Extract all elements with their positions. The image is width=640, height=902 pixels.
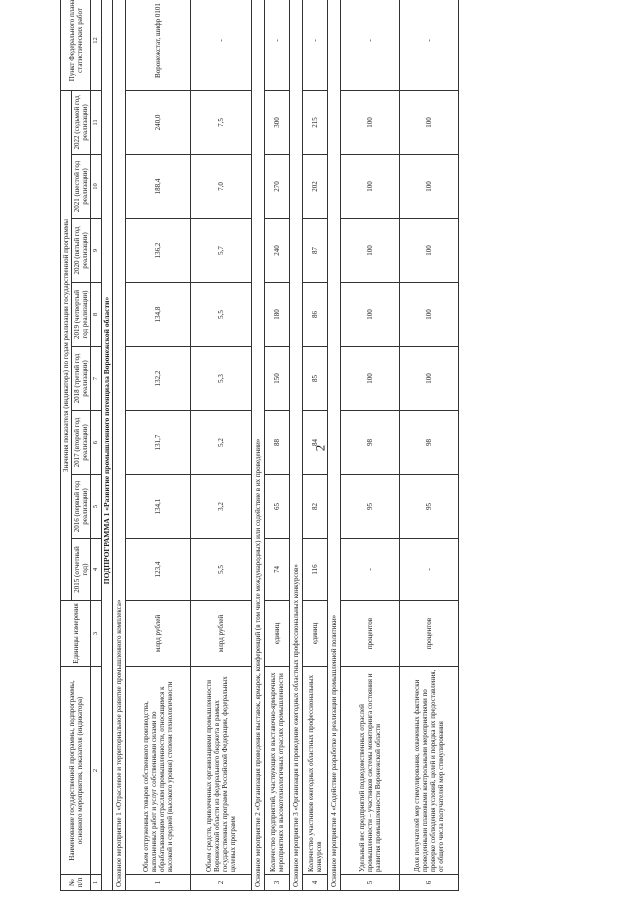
value-cell: 136,2 [126, 219, 191, 283]
header-values-group: Значения показателя (индикатора) по годам реализации государственной программы [61, 91, 72, 601]
value-cell: 87 [303, 219, 328, 283]
value-cell: 65 [265, 475, 290, 539]
header-year: 2019 (четвертый год реализации) [72, 283, 91, 347]
table-row [400, 0, 459, 891]
unit-cell: процентов [400, 601, 459, 667]
header-year: 2022 (седьмой год реализации) [72, 91, 91, 155]
value-cell: 188,4 [126, 155, 191, 219]
section-title: Основное мероприятие 2 «Организация проведения выставок, ярмарок, конференций (в том числе международных) или содействие в их проведении» [252, 0, 265, 891]
col-number: 5 [91, 475, 101, 539]
subprogram-title: ПОДПРОГРАММА 1 «Развитие промышленного потенциала Воронежской области» [101, 0, 113, 891]
value-cell: 134,8 [126, 283, 191, 347]
indicator-table-rotated [60, 0, 580, 891]
indicator-name: Удельный вес предприятий подведомственных отраслей промышленности – участников системы мониторинга состояния и развития промышленности Воронежской области [341, 667, 400, 875]
section-title: Основное мероприятие 3 «Организация и проведение ежегодных областных профессиональных конкурсов» [290, 0, 303, 891]
header-year: 2017 (второй год реализации) [72, 411, 91, 475]
col-number: 3 [91, 601, 101, 667]
col-number: 10 [91, 155, 101, 219]
value-cell: 5,2 [191, 411, 252, 475]
value-cell: 215 [303, 91, 328, 155]
header-unit: Единицы измерения [61, 601, 91, 667]
header-num: № п/п [61, 875, 91, 891]
row-number: 4 [303, 875, 328, 891]
value-cell: 100 [341, 283, 400, 347]
value-cell: 100 [400, 219, 459, 283]
value-cell: 7,0 [191, 155, 252, 219]
table-row [303, 0, 328, 891]
col-number: 7 [91, 347, 101, 411]
value-cell: 5,5 [191, 539, 252, 601]
row-number: 1 [126, 875, 191, 891]
column-number-row [91, 0, 101, 891]
section-title: Основное мероприятие 1 «Отраслевое и территориальное развитие промышленного комплекса» [113, 0, 126, 891]
value-cell: 86 [303, 283, 328, 347]
header-name: Наименование государственной программы, подпрограммы, основного мероприятия, показателя (индикатора) [61, 667, 91, 875]
col-number: 9 [91, 219, 101, 283]
indicator-name: Объем средств, привлеченных организациями промышленности Воронежской области из федерального бюджета в рамках государственных программ Российской Федерации, федеральных целевых программ [191, 667, 252, 875]
col-number: 8 [91, 283, 101, 347]
value-cell: 7,5 [191, 91, 252, 155]
value-cell: 84 [303, 411, 328, 475]
header-year: 2021 (шестой год реализации) [72, 155, 91, 219]
row-number: 5 [341, 875, 400, 891]
value-cell: 82 [303, 475, 328, 539]
col-number: 6 [91, 411, 101, 475]
value-cell: 240,0 [126, 91, 191, 155]
value-cell: 95 [341, 475, 400, 539]
table-row [191, 0, 252, 891]
indicator-name: Количество участников ежегодных областных профессиональных конкурсов [303, 667, 328, 875]
value-cell: 100 [400, 155, 459, 219]
value-cell: 5,7 [191, 219, 252, 283]
value-cell: 85 [303, 347, 328, 411]
source-cell: - [265, 0, 290, 91]
header-source: Пункт Федерального плана статистических работ [61, 0, 91, 91]
source-cell: - [191, 0, 252, 91]
value-cell: 100 [400, 91, 459, 155]
indicator-name: Доля получателей мер стимулирования, охваченных фактически проведенными плановыми контрольными мероприятиями по проверке соблюдения условий, целей и порядка их предоставления, от общего числа получателей мер стимулирования [400, 667, 459, 875]
header-year: 2020 (пятый год реализации) [72, 219, 91, 283]
row-number: 2 [191, 875, 252, 891]
value-cell: 131,7 [126, 411, 191, 475]
table-row [341, 0, 400, 891]
indicator-name: Объем отгруженных товаров собственного производства, выполненных работ и услуг собственными силами по обрабатывающим отраслям промышленности, относящимся к высокой и средней (высокого уровня) степени технологичности [126, 667, 191, 875]
section-row [113, 0, 126, 891]
table-row [265, 0, 290, 891]
source-cell: - [400, 0, 459, 91]
value-cell: 123,4 [126, 539, 191, 601]
value-cell: 100 [400, 283, 459, 347]
section-row [290, 0, 303, 891]
value-cell: - [400, 539, 459, 601]
section-title: Основное мероприятие 4 «Содействие разработке и реализации промышленной политики» [328, 0, 341, 891]
value-cell: 95 [400, 475, 459, 539]
col-number: 1 [91, 875, 101, 891]
subprogram-row [101, 0, 113, 891]
value-cell: 74 [265, 539, 290, 601]
value-cell: 240 [265, 219, 290, 283]
page-number: 2 [312, 444, 327, 452]
value-cell: - [341, 539, 400, 601]
value-cell: 100 [341, 347, 400, 411]
indicator-name: Количество предприятий, участвующих в выставочно-ярмарочных мероприятиях в высокотехнологичных отраслях промышленности [265, 667, 290, 875]
row-number: 3 [265, 875, 290, 891]
source-cell: - [341, 0, 400, 91]
value-cell: 98 [341, 411, 400, 475]
value-cell: 100 [341, 155, 400, 219]
unit-cell: единиц [303, 601, 328, 667]
col-number: 12 [91, 0, 101, 91]
section-row [328, 0, 341, 891]
col-number: 2 [91, 667, 101, 875]
section-row [252, 0, 265, 891]
value-cell: 270 [265, 155, 290, 219]
value-cell: 202 [303, 155, 328, 219]
unit-cell: процентов [341, 601, 400, 667]
value-cell: 88 [265, 411, 290, 475]
source-cell: - [303, 0, 328, 91]
unit-cell: млрд рублей [191, 601, 252, 667]
value-cell: 5,3 [191, 347, 252, 411]
unit-cell: единиц [265, 601, 290, 667]
table-row [126, 0, 191, 891]
unit-cell: млрд рублей [126, 601, 191, 667]
header-year: 2015 (отчетный год) [72, 539, 91, 601]
value-cell: 132,2 [126, 347, 191, 411]
col-number: 4 [91, 539, 101, 601]
value-cell: 116 [303, 539, 328, 601]
indicator-table [60, 0, 459, 891]
value-cell: 3,2 [191, 475, 252, 539]
row-number: 6 [400, 875, 459, 891]
value-cell: 5,5 [191, 283, 252, 347]
value-cell: 98 [400, 411, 459, 475]
header-year: 2018 (третий год реализации) [72, 347, 91, 411]
value-cell: 180 [265, 283, 290, 347]
value-cell: 100 [400, 347, 459, 411]
value-cell: 100 [341, 91, 400, 155]
value-cell: 150 [265, 347, 290, 411]
value-cell: 134,1 [126, 475, 191, 539]
value-cell: 100 [341, 219, 400, 283]
col-number: 11 [91, 91, 101, 155]
header-year: 2016 (первый год реализации) [72, 475, 91, 539]
source-cell: Воронежстат, шифр 0101 [126, 0, 191, 91]
value-cell: 300 [265, 91, 290, 155]
